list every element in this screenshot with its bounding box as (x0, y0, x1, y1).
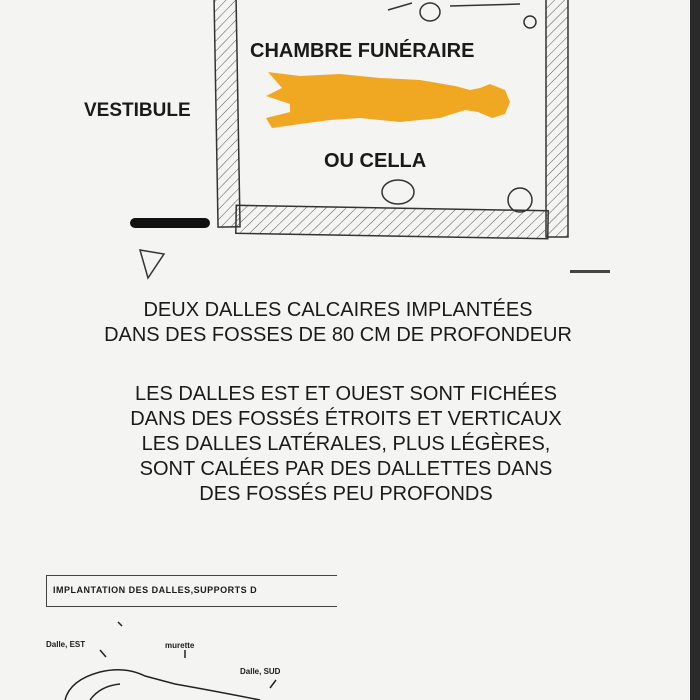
text-line: DES FOSSÉS PEU PROFONDS (199, 483, 493, 505)
text-line: LES DALLES EST ET OUEST SONT FICHÉES (135, 383, 557, 405)
triangle-marker (140, 250, 164, 278)
text-line: DANS DES FOSSÉS ÉTROITS ET VERTICAUX (130, 408, 562, 430)
panel-edge (690, 0, 700, 700)
black-bar (130, 218, 210, 228)
yellow-figure (266, 72, 510, 128)
text-line: LES DALLES LATÉRALES, PLUS LÉGÈRES, (141, 433, 551, 455)
cella-label: OU CELLA (324, 150, 427, 172)
west-wall (214, 0, 240, 227)
paragraph-slabs (0, 382, 692, 507)
text-line: SONT CALÉES PAR DES DALLETTES DANS (139, 458, 553, 480)
label-dalle-est: Dalle, EST (46, 640, 86, 649)
slab-sketch (0, 600, 700, 700)
label-murette: murette (165, 641, 195, 650)
text-line: DANS DES FOSSES DE 80 CM DE PROFONDEUR (104, 324, 572, 346)
east-wall (546, 0, 568, 237)
south-wall (236, 205, 548, 238)
paragraph-depth (0, 298, 676, 348)
vestibule-label: VESTIBULE (84, 100, 191, 121)
text-line: DEUX DALLES CALCAIRES IMPLANTÉES (143, 299, 533, 321)
chamber-label: CHAMBRE FUNÉRAIRE (250, 40, 475, 62)
bottom-diagram-title: IMPLANTATION DES DALLES,SUPPORTS D (53, 585, 258, 595)
small-credit (570, 270, 610, 273)
label-dalle-sud: Dalle, SUD (240, 667, 281, 676)
